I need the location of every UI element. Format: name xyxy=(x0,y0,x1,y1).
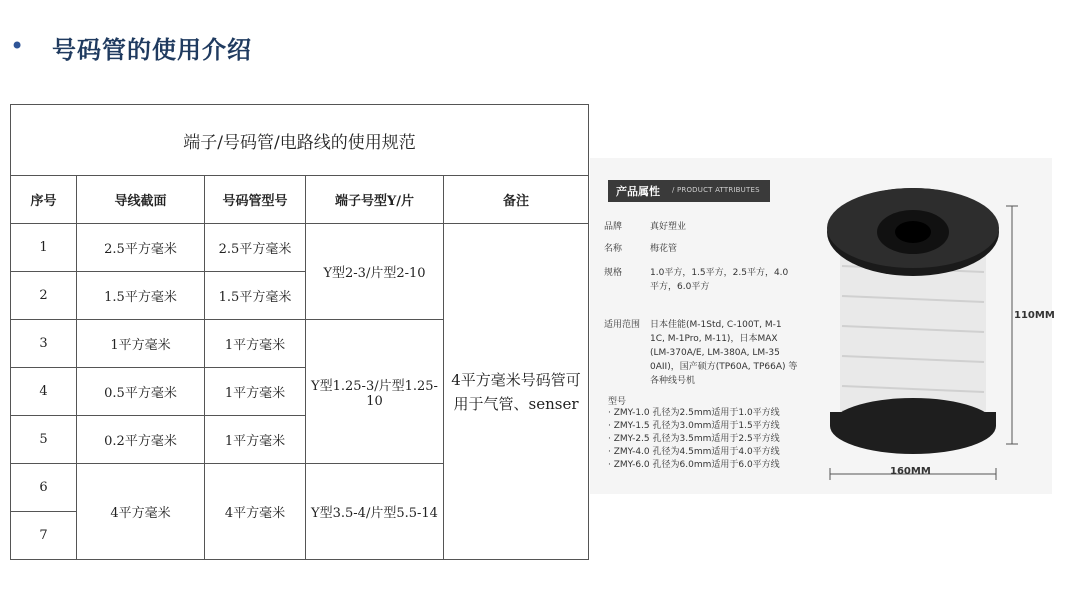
cell-tube: 1平方毫米 xyxy=(205,320,306,368)
dimension-height: 110MM xyxy=(1014,310,1055,321)
cell-no: 3 xyxy=(11,320,77,368)
bullet-icon: • xyxy=(10,32,25,60)
type-item: · ZMY-6.0 孔径为6.0mm适用于6.0平方线 xyxy=(608,460,780,470)
spool-illustration xyxy=(822,176,1032,494)
table-row xyxy=(11,224,589,272)
cell-tube: 1平方毫米 xyxy=(205,416,306,464)
cell-tube: 1平方毫米 xyxy=(205,368,306,416)
cell-no: 7 xyxy=(11,512,77,560)
cell-no: 2 xyxy=(11,272,77,320)
cell-section: 1平方毫米 xyxy=(77,320,205,368)
spec-table xyxy=(10,104,589,560)
cell-terminal: Y型2-3/片型2-10 xyxy=(306,224,444,320)
attr-value-usage: 日本佳能(M-1Std, C-100T, M-1 1C, M-1Pro, M-11)，日本MAX (LM-370A/E, LM-380A, LM-35 0AII)，国产硕方(TP60A, TP66A) 等各种线号机 xyxy=(650,320,798,386)
type-list xyxy=(608,407,780,472)
cell-tube: 2.5平方毫米 xyxy=(205,224,306,272)
type-item: · ZMY-1.5 孔径为3.0mm适用于1.5平方线 xyxy=(608,421,780,431)
cell-section: 0.5平方毫米 xyxy=(77,368,205,416)
cell-note: 4平方毫米号码管可用于气管、senser xyxy=(444,224,589,560)
product-image xyxy=(590,158,1055,494)
attr-label-usage: 适用范围 xyxy=(604,320,641,330)
cell-no: 1 xyxy=(11,224,77,272)
col-header-terminal: 端子号型Y/片 xyxy=(306,176,444,224)
attr-label-name: 名称 xyxy=(604,244,623,254)
cell-no: 4 xyxy=(11,368,77,416)
type-item: · ZMY-2.5 孔径为3.5mm适用于2.5平方线 xyxy=(608,434,780,444)
dimension-width: 160MM xyxy=(890,466,931,477)
cell-section: 0.2平方毫米 xyxy=(77,416,205,464)
slide-title: 号码管的使用介绍 xyxy=(52,36,252,64)
type-item: · ZMY-1.0 孔径为2.5mm适用于1.0平方线 xyxy=(608,408,780,418)
header-en: / PRODUCT ATTRIBUTES xyxy=(672,186,760,194)
cell-no: 6 xyxy=(11,464,77,512)
table-title: 端子/号码管/电路线的使用规范 xyxy=(11,105,589,176)
col-header-tube: 号码管型号 xyxy=(205,176,306,224)
cell-tube: 4平方毫米 xyxy=(205,464,306,560)
col-header-note: 备注 xyxy=(444,176,589,224)
attr-label-brand: 品牌 xyxy=(604,222,623,232)
cell-tube: 1.5平方毫米 xyxy=(205,272,306,320)
cell-section: 2.5平方毫米 xyxy=(77,224,205,272)
col-header-section: 导线截面 xyxy=(77,176,205,224)
attr-label-spec: 规格 xyxy=(604,268,623,278)
col-header-no: 序号 xyxy=(11,176,77,224)
type-item: · ZMY-4.0 孔径为4.5mm适用于4.0平方线 xyxy=(608,447,780,457)
cell-section: 1.5平方毫米 xyxy=(77,272,205,320)
cell-section: 4平方毫米 xyxy=(77,464,205,560)
cell-no: 5 xyxy=(11,416,77,464)
cell-terminal: Y型1.25-3/片型1.25-10 xyxy=(306,320,444,464)
attr-value-brand: 真好塑业 xyxy=(650,222,687,232)
product-attributes-header xyxy=(608,180,770,202)
attr-value-spec: 1.0平方，1.5平方，2.5平方，4.0平方，6.0平方 xyxy=(650,268,789,292)
attr-value-name: 梅花管 xyxy=(650,244,678,254)
cell-terminal: Y型3.5-4/片型5.5-14 xyxy=(306,464,444,560)
type-heading: 型号 xyxy=(608,397,627,407)
slide-header xyxy=(0,30,1080,70)
header-cn: 产品属性 xyxy=(616,185,660,198)
